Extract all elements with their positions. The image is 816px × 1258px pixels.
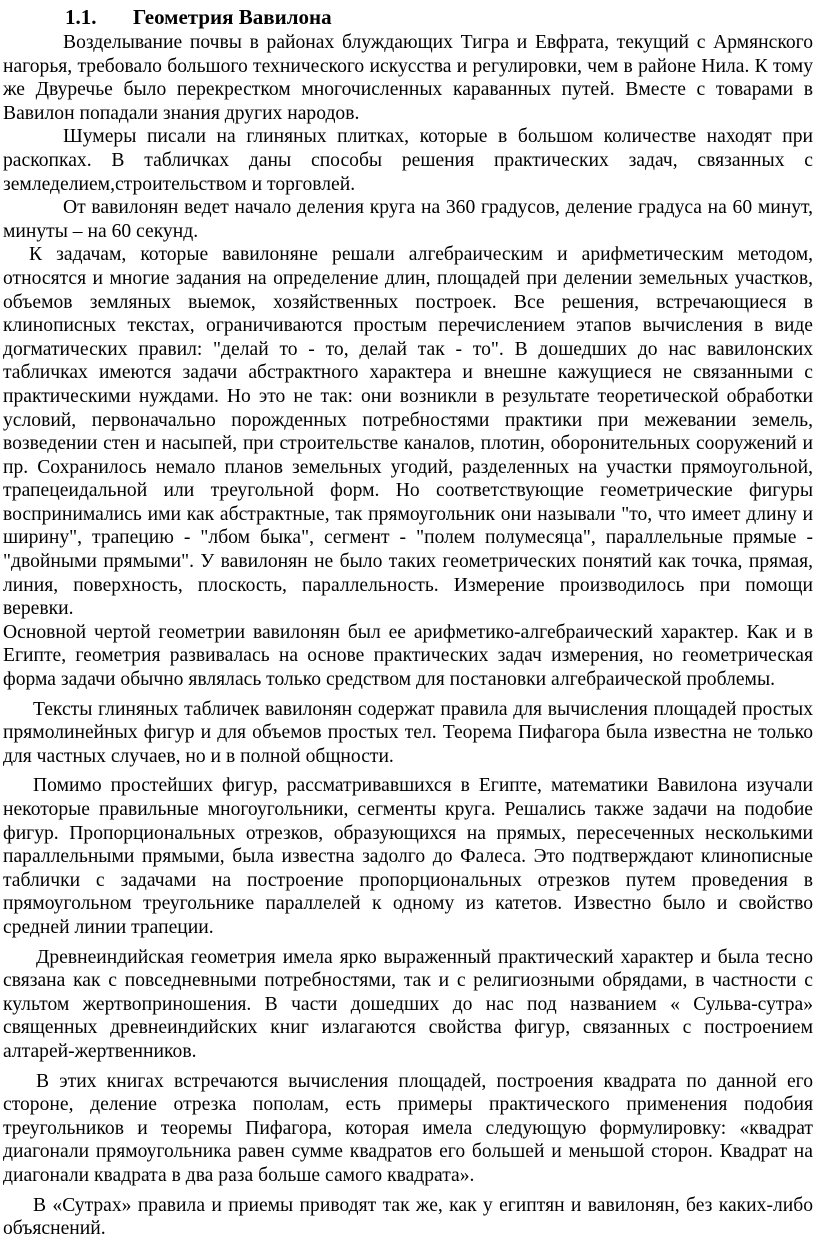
paragraph: Древнеиндийская геометрия имела ярко выраженный практический характер и была тесно связана как с повседневными потребностями, так и с религиозными обрядами, в частности с культом жертвоприношения. В части дошедших до нас под названием « Сульва-сутра» священных древнеиндийских книг излагаются свойства фигур, связанных с построением алтарей-жертвенников.: [3, 946, 813, 1062]
paragraph: Помимо простейших фигур, рассматривавшихся в Египте, математики Вавилона изучали некоторые правильные многоугольники, сегменты круга. Решались также задачи на подобие фигур. Пропорциональных отрезков, образующихся на прямых, пересеченных несколькими параллельными прямыми, была известна задолго до Фалеса. Это подтверждают клинописные таблички с задачами на построение пропорциональных отрезков путем проведения в прямоугольном треугольнике параллелей к одному из катетов. Известно было и свойство средней линии трапеции.: [3, 775, 813, 938]
paragraph: Возделывание почвы в районах блуждающих Тигра и Евфрата, текущий с Армянского нагорья, требовало большого технического искусства и регулировки, чем в районе Нила. К тому же Двуречье было перекрестком многочисленных караванных путей. Вместе с товарами в Вавилон попадали знания других народов.: [3, 32, 813, 124]
body-text: [3, 31, 813, 1241]
section-heading: [3, 4, 813, 30]
section-title: Геометрия Вавилона: [133, 5, 332, 29]
paragraph: В этих книгах встречаются вычисления площадей, построения квадрата по данной его стороне, деление отрезка пополам, есть примеры практического применения подобия треугольников и теоремы Пифагора, которая имела следующую формулировку: «квадрат диагонали прямоугольника равен сумме квадратов его большей и меньшой сторон. Квадрат на диагонали квадрата в два раза больше самого квадрата».: [3, 1070, 813, 1186]
section-number: 1.1.: [65, 5, 97, 29]
paragraph: Шумеры писали на глиняных плитках, которые в большом количестве находят при раскопках. В табличках даны способы решения практических задач, связанных с земледелием,строительством и торговлей.: [3, 126, 813, 195]
paragraph: Основной чертой геометрии вавилонян был ее арифметико-алгебраический характер. Как и в Египте, геометрия развивалась на основе практических задач измерения, но геометрическая форма задачи обычно являлась только средством для постановки алгебраической проблемы.: [3, 621, 813, 691]
paragraph: В «Сутрах» правила и приемы приводят так же, как у египтян и вавилонян, без каких-либо объяснений.: [3, 1194, 813, 1240]
paragraph: Тексты глиняных табличек вавилонян содержат правила для вычисления площадей простых прямолинейных фигур и для объемов простых тел. Теорема Пифагора была известна не только для частных случаев, но и в полной общности.: [3, 698, 813, 767]
paragraph: От вавилонян ведет начало деления круга на 360 градусов, деление градуса на 60 минут, минуты – на 60 секунд.: [3, 197, 813, 242]
paragraph: К задачам, которые вавилоняне решали алгебраическим и арифметическим методом, относятся и многие задания на определение длин, площадей при делении земельных участков, объемов земляных выемок, хозяйственных построек. Все решения, встречающиеся в клинописных текстах, ограничиваются простым перечислением этапов вычисления в виде догматических правил: "делай то - то, делай так - то". В дошедших до нас вавилонских табличках имеются задачи абстрактного характера и внешне кажущиеся не связанными с практическими нуждами. Но это не так: они возникли в результате теоретической обработки условий, первоначально порожденных потребностями практики при межевании земель, возведении стен и насыпей, при строительстве каналов, плотин, оборонительных сооружений и пр. Сохранилось немало планов земельных угодий, разделенных на участки прямоугольной, трапецеидальной или треугольной форм. Но соответствующие геометрические фигуры воспринимались ими как абстрактные, так прямоугольник они называли "то, что имеет длину и ширину", трапецию - "лбом быка", сегмент - "полем полумесяца", параллельные прямые - "двойными прямыми". У вавилонян не было таких геометрических понятий как точка, прямая, линия, поверхность, плоскость, параллельность. Измерение производилось при помощи веревки.: [3, 244, 813, 620]
